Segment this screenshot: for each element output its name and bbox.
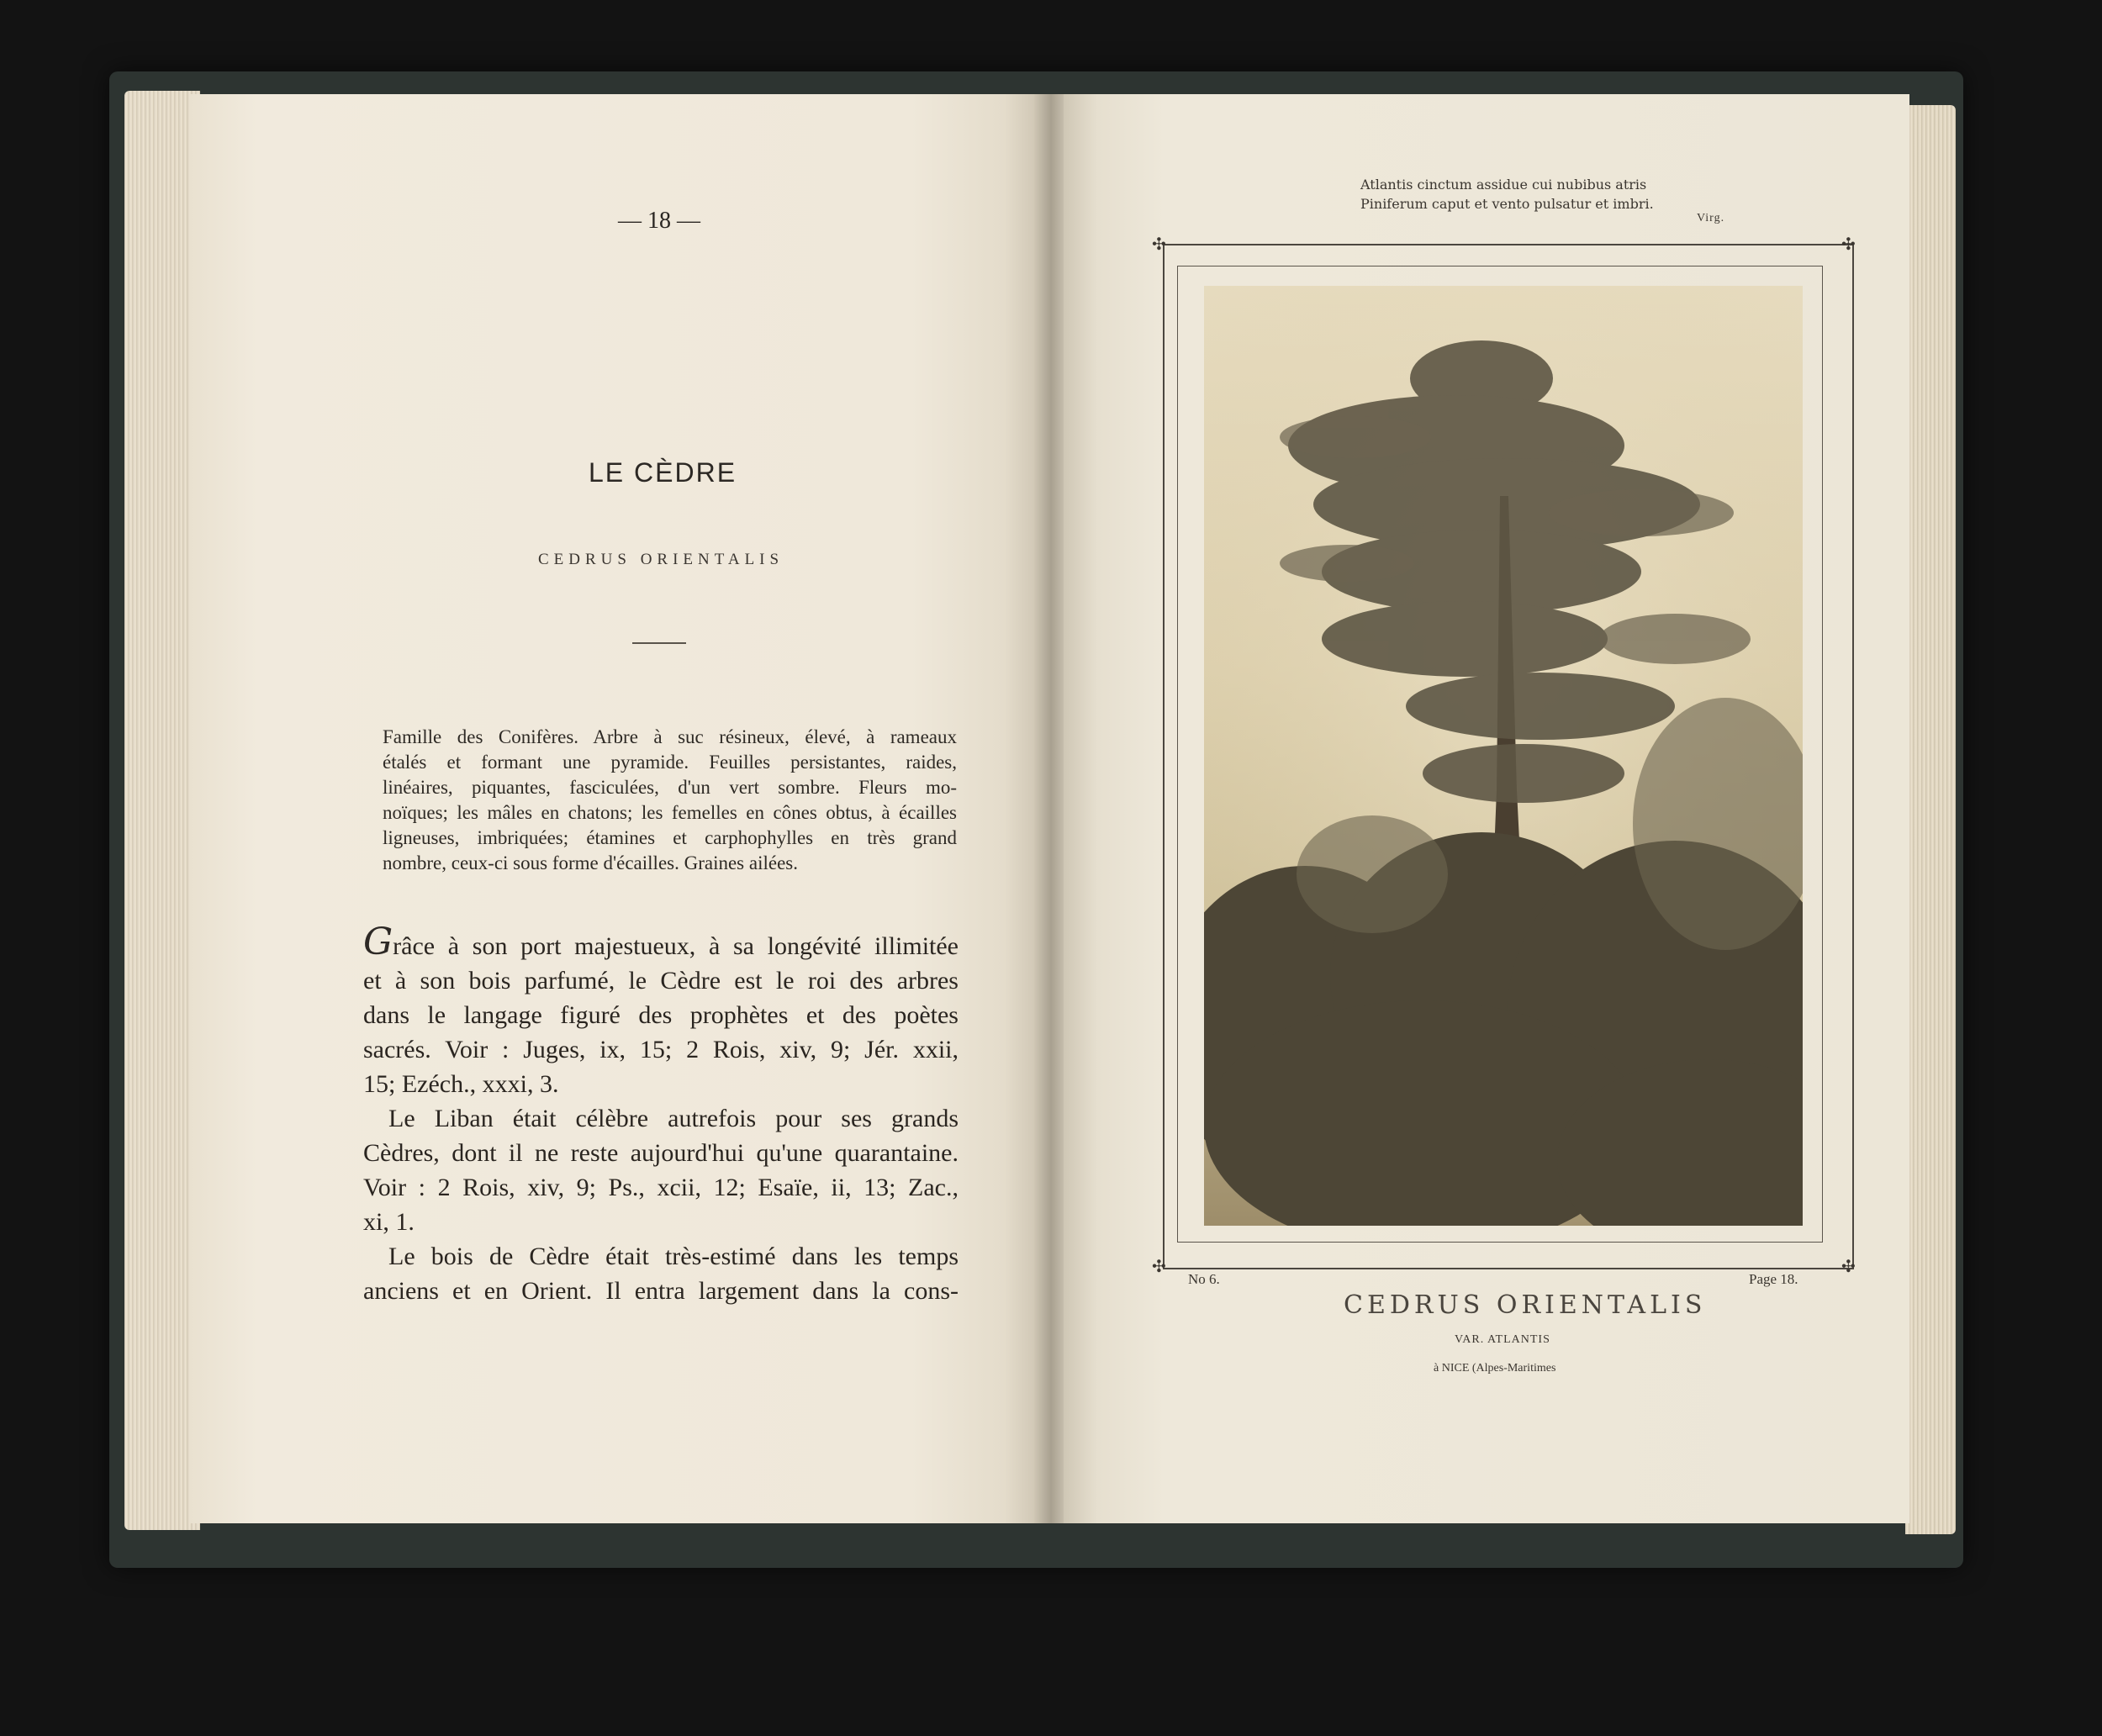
body-line: 15; Ezéch., xxxi, 3. (363, 1070, 559, 1098)
body-line: xi, 1. (363, 1208, 415, 1236)
cedar-photograph (1204, 286, 1803, 1226)
book-gutter (1034, 94, 1068, 1523)
plate-page-ref: Page 18. (1749, 1271, 1798, 1287)
description-line: étalés et formant une pyramide. Feuilles persistantes, raides, (383, 752, 957, 773)
body-line: dans le langage figuré des prophètes et des poètes (363, 1001, 959, 1029)
body-line: anciens et en Orient. Il entra largement dans la cons- (363, 1277, 959, 1305)
chapter-title: LE CÈDRE (589, 457, 737, 488)
plate-number: No 6. (1188, 1271, 1220, 1287)
corner-ornament-icon: ✣ (1152, 235, 1166, 254)
page-number: — 18 — (618, 208, 700, 234)
epigraph-line: Atlantis cinctum assidue cui nubibus atris (1360, 177, 1647, 193)
body-line: et à son bois parfumé, le Cèdre est le roi des arbres (363, 967, 959, 995)
description-line: noïques; les mâles en chatons; les femelles en cônes obtus, à écailles (383, 802, 957, 823)
title-divider (632, 642, 686, 644)
body-line: Le Liban était célèbre autrefois pour ses grands (388, 1105, 959, 1132)
corner-ornament-icon: ✣ (1841, 235, 1856, 254)
description-line: linéaires, piquantes, fasciculées, d'un vert sombre. Fleurs mo- (383, 777, 957, 798)
drop-cap: G (363, 921, 393, 963)
plate-variety: VAR. ATLANTIS (1455, 1333, 1550, 1346)
body-line: râce à son port majestueux, à sa longévité illimitée (393, 932, 959, 960)
body-line-first (363, 921, 959, 963)
description-line: nombre, ceux-ci sous forme d'écailles. Graines ailées. (383, 852, 798, 873)
body-text (363, 921, 959, 1308)
plate-location: à NICE (Alpes-Maritimes (1434, 1362, 1556, 1375)
body-line: Cèdres, dont il ne reste aujourd'hui qu'une quarantaine. (363, 1139, 959, 1167)
body-line: Voir : 2 Rois, xiv, 9; Ps., xcii, 12; Esaïe, ii, 13; Zac., (363, 1174, 959, 1201)
plate-caption: CEDRUS ORIENTALIS (1344, 1290, 1707, 1320)
body-line: Le bois de Cèdre était très-estimé dans les temps (388, 1243, 959, 1270)
botanical-description (383, 725, 957, 876)
page-edges-right (1905, 105, 1956, 1534)
corner-ornament-icon: ✣ (1152, 1258, 1166, 1276)
latin-name: CEDRUS ORIENTALIS (538, 551, 784, 568)
description-line: ligneuses, imbriquées; étamines et carphophylles en très grand (383, 827, 957, 848)
epigraph-line: Piniferum caput et vento pulsatur et imbri. (1360, 196, 1654, 212)
description-line: Famille des Conifères. Arbre à suc résineux, élevé, à rameaux (383, 726, 957, 747)
epigraph-author: Virg. (1697, 212, 1725, 224)
cedar-tree-image (1204, 286, 1803, 1226)
body-line: sacrés. Voir : Juges, ix, 15; 2 Rois, xiv, 9; Jér. xxii, (363, 1036, 959, 1063)
corner-ornament-icon: ✣ (1841, 1258, 1856, 1276)
